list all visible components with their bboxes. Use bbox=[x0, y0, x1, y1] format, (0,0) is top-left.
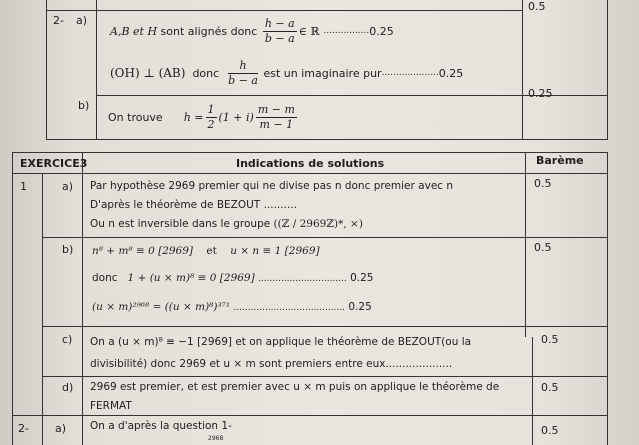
dotted-leader: ............................... bbox=[258, 274, 347, 284]
dotted-leader: .................... bbox=[381, 67, 439, 78]
line2-donc: donc bbox=[192, 66, 220, 80]
row1d-line2: FERMAT bbox=[90, 400, 132, 412]
dotted-leader: ....................................... bbox=[233, 303, 346, 313]
row-line-1d bbox=[42, 376, 608, 377]
fraction-numerator: m − m bbox=[257, 102, 295, 116]
row1b-score: 0.5 bbox=[534, 241, 552, 254]
line2-text: est un imaginaire pur bbox=[263, 66, 382, 80]
perpendicular-expr: (OH) ⊥ (AB) bbox=[110, 65, 186, 80]
line1-text: sont alignés donc bbox=[160, 24, 258, 38]
top-label-divider bbox=[96, 0, 97, 140]
header-indications: Indications de solutions bbox=[236, 157, 385, 170]
b-score: 0.25 bbox=[528, 87, 553, 100]
row1a-line1: Par hypothèse 2969 premier qui ne divise pas n donc premier avec n bbox=[90, 180, 454, 192]
row2a-line1: On a d'après la question 1- bbox=[90, 420, 232, 432]
donc-text: donc bbox=[92, 272, 118, 284]
row1d-line1: 2969 est premier, et est premier avec u × m puis on applique le théorème de bbox=[90, 381, 500, 393]
row1a-line3-text: Ou n est inversible dans le groupe bbox=[90, 218, 271, 230]
row2a-cut-exponent: 2968 bbox=[208, 435, 224, 442]
fraction-denominator: b − a bbox=[228, 73, 258, 87]
power-expr: (u × m)²⁹⁶⁸ = ((u × m)⁸)³⁷¹ bbox=[92, 301, 231, 313]
table-top-border bbox=[12, 152, 608, 153]
fraction-h-over bbox=[228, 59, 258, 88]
row1d-score: 0.5 bbox=[541, 381, 559, 394]
row1a-score: 0.5 bbox=[534, 177, 552, 190]
answer-line-1 bbox=[110, 14, 394, 48]
table-left-border bbox=[12, 152, 13, 445]
answer-line-2 bbox=[110, 56, 463, 90]
top-content-divider bbox=[522, 0, 523, 140]
congruence-2: u × n ≡ 1 [2969] bbox=[230, 245, 320, 257]
line2-score: 0.25 bbox=[438, 66, 464, 80]
b-lhs: h = bbox=[183, 110, 204, 124]
fraction-numerator: 1 bbox=[207, 102, 215, 116]
fraction-half bbox=[206, 103, 217, 132]
fraction-h-a bbox=[263, 17, 297, 46]
fraction-denominator: m − 1 bbox=[259, 117, 294, 131]
top-bottom-line bbox=[46, 139, 608, 140]
fraction-denominator: 2 bbox=[207, 117, 215, 131]
row-line-2 bbox=[12, 415, 608, 416]
row2a-score: 0.5 bbox=[541, 424, 559, 437]
row-line-1c bbox=[42, 326, 608, 327]
congruence-3: 1 + (u × m)⁸ ≡ 0 [2969] bbox=[127, 272, 255, 284]
top-right-border bbox=[607, 0, 608, 140]
table-score-divider-lower bbox=[532, 337, 533, 445]
fraction-numerator: h bbox=[228, 59, 258, 74]
row1b-label: b) bbox=[62, 243, 74, 256]
row2-number: 2- bbox=[18, 422, 29, 435]
fraction-numerator: h − a bbox=[264, 16, 295, 30]
row1b-line1 bbox=[92, 245, 320, 258]
table-num-divider bbox=[42, 173, 43, 445]
row1a-label: a) bbox=[62, 180, 74, 193]
row1b-line2 bbox=[92, 272, 373, 286]
row1b-line3-score: 0.25 bbox=[348, 301, 372, 313]
points-abh: A,B et H bbox=[110, 24, 158, 38]
row2a-label: a) bbox=[55, 422, 67, 435]
question-a-label: a) bbox=[76, 14, 88, 27]
table-header-bottom bbox=[12, 173, 608, 174]
row1a-line3 bbox=[90, 218, 363, 231]
real-set: ∈ ℝ bbox=[298, 24, 320, 38]
question-b-label: b) bbox=[78, 99, 90, 112]
table-right-border bbox=[607, 152, 608, 445]
congruence-1: n⁸ + m⁸ ≡ 0 [2969] bbox=[92, 245, 194, 257]
header-bareme: Barème bbox=[536, 154, 584, 167]
b-text: On trouve bbox=[108, 110, 163, 124]
et-text: et bbox=[206, 245, 217, 257]
row1b-line2-score: 0.25 bbox=[350, 272, 374, 284]
question-number: 2- bbox=[53, 14, 64, 27]
fraction-denominator: b − a bbox=[264, 31, 295, 45]
row1c-line1: On a (u × m)⁸ ≡ −1 [2969] et on applique le théorème de BEZOUT(ou la bbox=[90, 336, 472, 348]
row-line-1b bbox=[42, 237, 608, 238]
row1d-label: d) bbox=[62, 381, 74, 394]
row1b-line3 bbox=[92, 301, 372, 315]
row1c-label: c) bbox=[62, 333, 73, 346]
fraction-m bbox=[256, 103, 297, 132]
b-paren: (1 + i) bbox=[218, 110, 254, 124]
table-label-divider bbox=[82, 173, 83, 445]
row1c-score: 0.5 bbox=[541, 333, 559, 346]
header-exercise: EXERCICE3 bbox=[20, 157, 88, 170]
top-left-border bbox=[46, 0, 47, 140]
row1c-line2: divisibilité) donc 2969 et u × m sont premiers entre eux.................... bbox=[90, 358, 453, 370]
row1a-line2: D'après le théorème de BEZOUT .......... bbox=[90, 199, 297, 211]
row1-number: 1 bbox=[20, 180, 27, 193]
dotted-leader: ................ bbox=[323, 25, 370, 36]
answer-line-b bbox=[108, 98, 299, 136]
top-score: 0.5 bbox=[528, 0, 546, 13]
table-score-divider-upper bbox=[525, 152, 526, 337]
top-row-line bbox=[46, 10, 523, 11]
group-expr: ((ℤ / 2969ℤ)*, ×) bbox=[273, 218, 363, 230]
line1-score: 0.25 bbox=[369, 24, 394, 38]
